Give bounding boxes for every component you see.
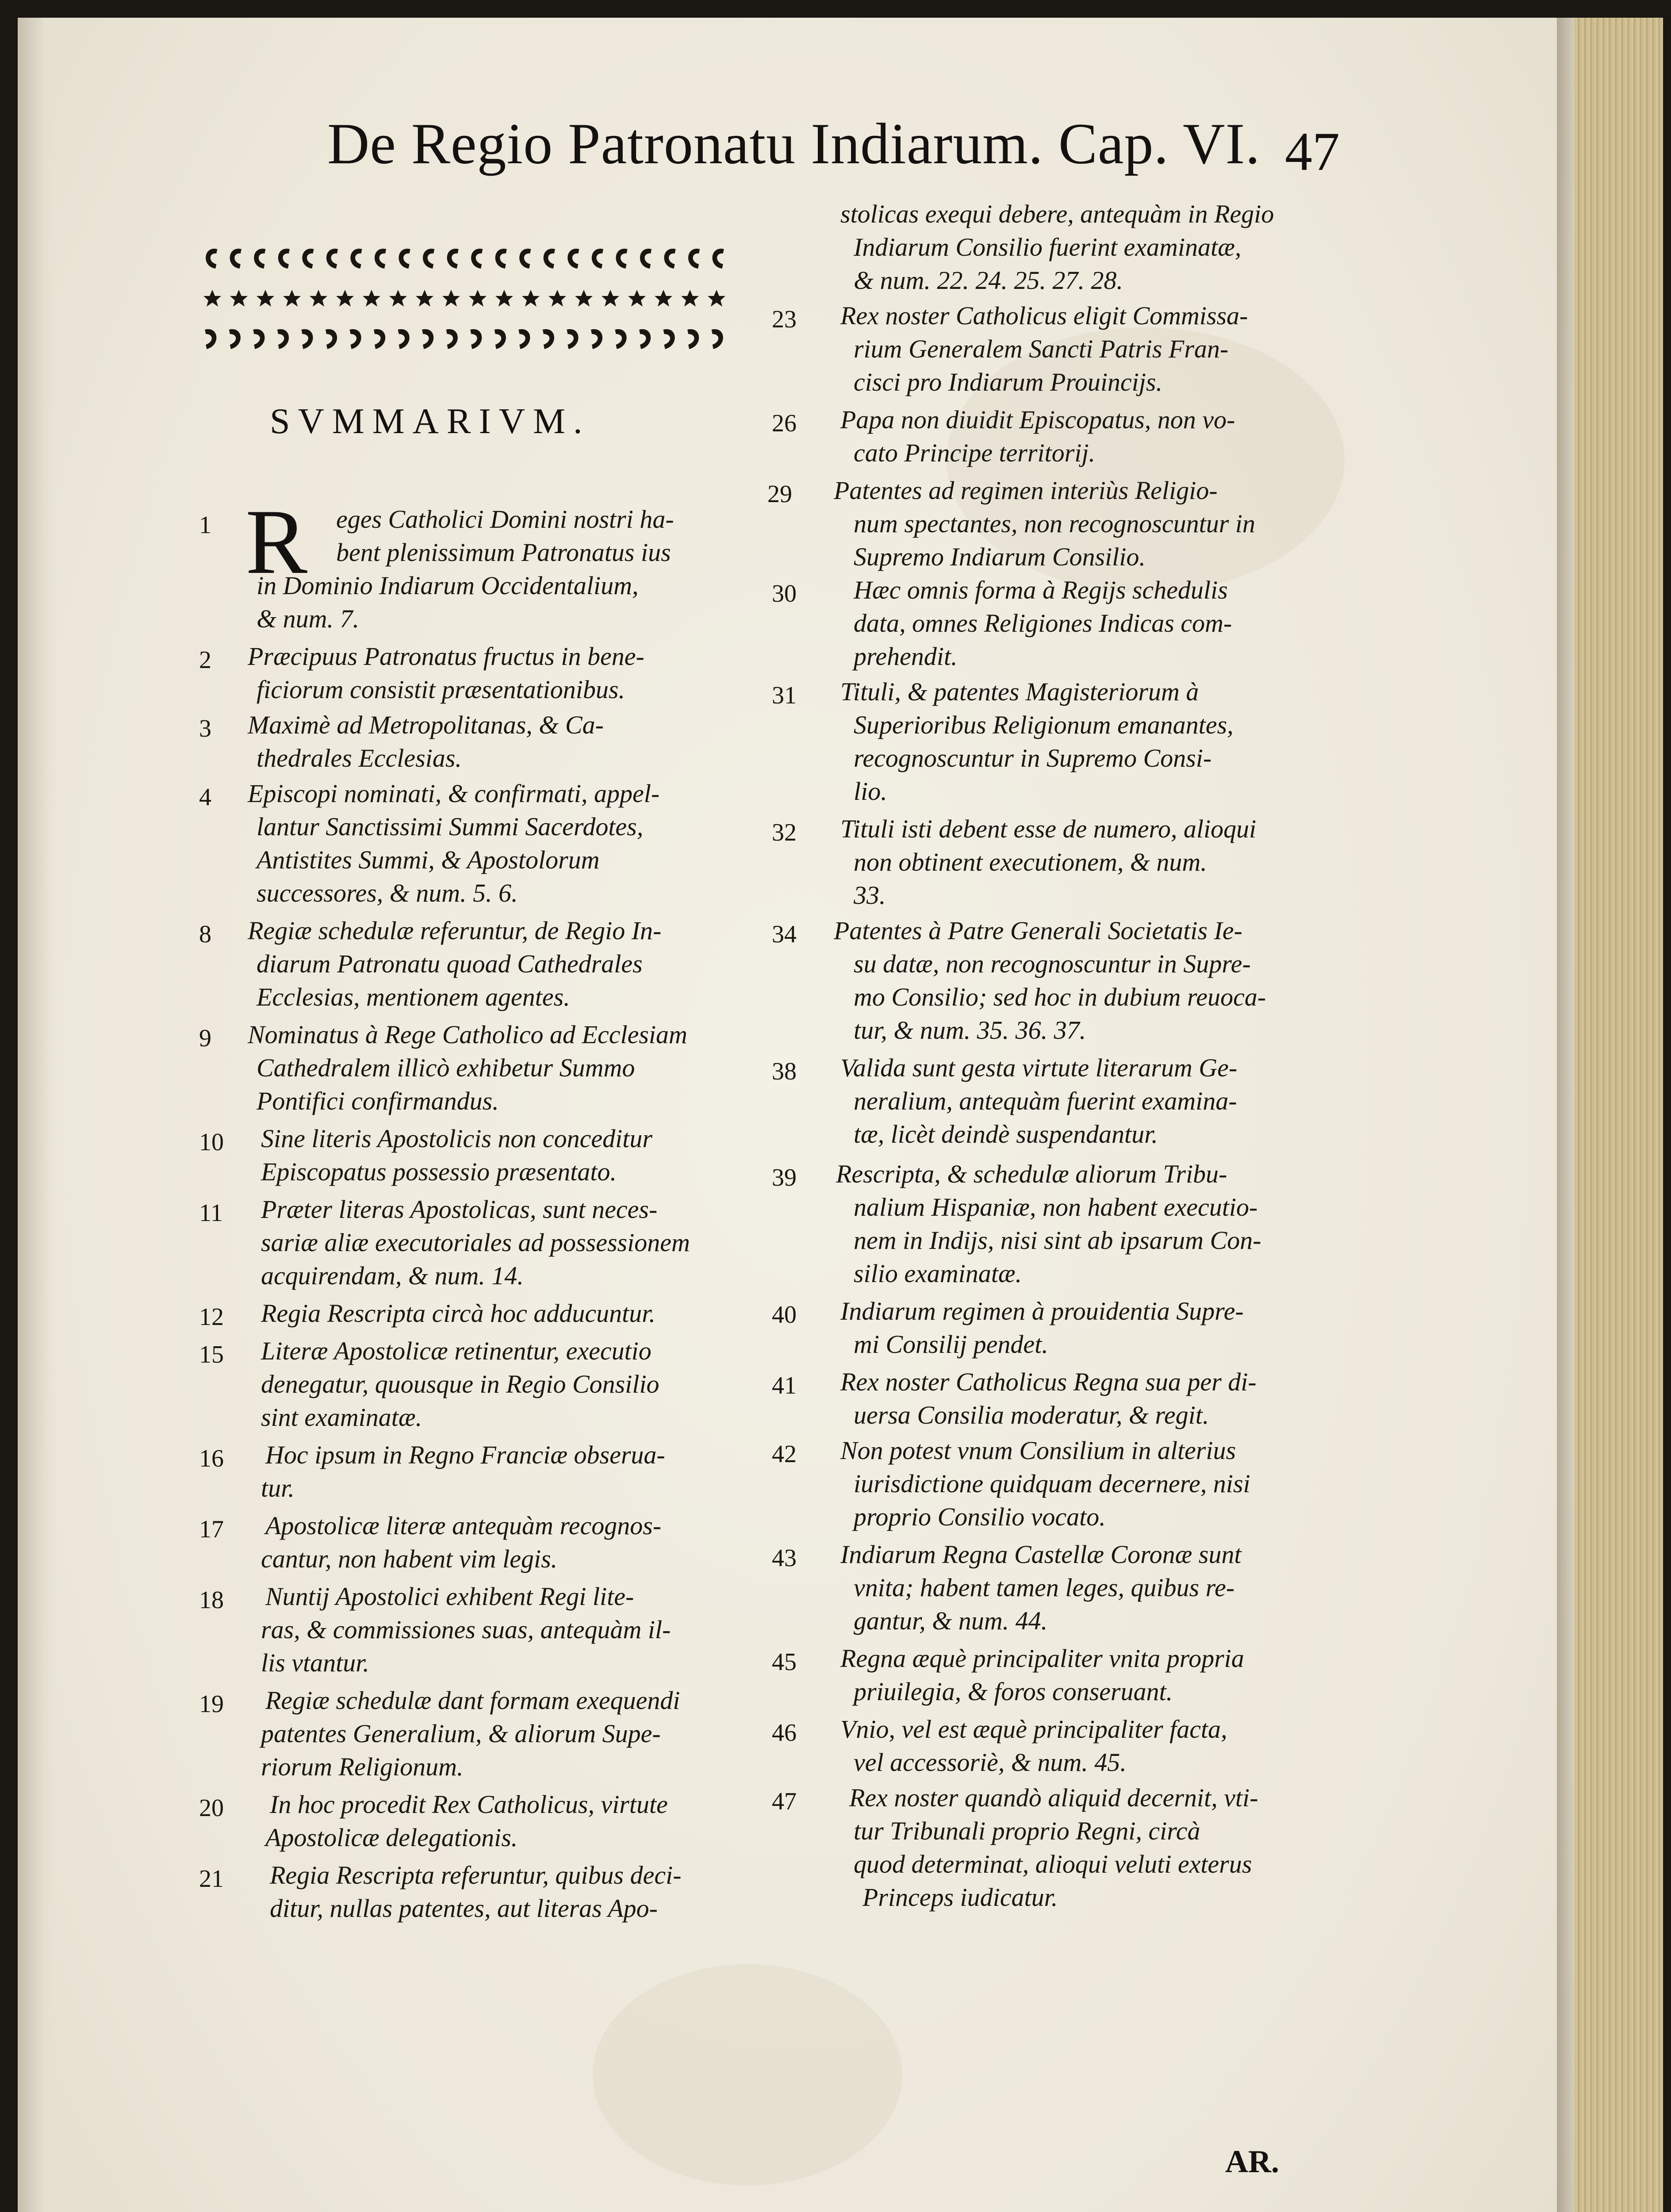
- entry-line: Regiæ schedulæ referuntur, de Regio In-: [248, 916, 662, 945]
- entry-line: Valida sunt gesta virtute literarum Ge-: [840, 1053, 1238, 1082]
- entry-line: recognoscuntur in Supremo Consi-: [854, 744, 1212, 772]
- entry-line: bent plenissimum Patronatus ius: [336, 538, 671, 567]
- entry-line: num spectantes, non recognoscuntur in: [854, 509, 1256, 538]
- ornament-fleuron: [205, 329, 216, 349]
- entry-number: 1: [199, 511, 211, 539]
- entry-line: gantur, & num. 44.: [854, 1606, 1048, 1635]
- entry-line: mi Consilij pendet.: [854, 1330, 1048, 1359]
- ornament-fleuron: [713, 249, 724, 269]
- page-number: 47: [1285, 121, 1340, 182]
- entry-number: 31: [772, 682, 797, 709]
- drop-cap: R: [245, 491, 308, 593]
- entry-number: 39: [772, 1164, 797, 1191]
- entry-line: Maximè ad Metropolitanas, & Ca-: [248, 710, 604, 739]
- entry-line: uersa Consilia moderatur, & regit.: [854, 1401, 1209, 1429]
- ornament-fleuron: [399, 249, 410, 269]
- entry-line: ditur, nullas patentes, aut literas Apo-: [270, 1894, 658, 1923]
- entry-line: vel accessoriè, & num. 45.: [854, 1748, 1127, 1777]
- ornament-fleuron: [326, 329, 337, 349]
- entry-line: mo Consilio; sed hoc in dubium reuoca-: [854, 983, 1266, 1011]
- entry-line: diarum Patronatu quoad Cathedrales: [257, 949, 643, 978]
- ornament-fleuron: [278, 249, 290, 269]
- entry-number: 15: [199, 1341, 224, 1368]
- ornament-fleuron: [416, 290, 433, 307]
- entry-number: 11: [199, 1199, 223, 1227]
- entry-line: Princeps iudicatur.: [862, 1883, 1058, 1912]
- entry-number: 12: [199, 1303, 224, 1331]
- entry-line: sint examinatæ.: [261, 1403, 422, 1432]
- entry-line: non obtinent executionem, & num.: [854, 848, 1207, 876]
- entry-number: 30: [772, 580, 797, 607]
- entry-line: tur, & num. 35. 36. 37.: [854, 1016, 1086, 1045]
- entry-line: priuilegia, & foros conseruant.: [854, 1677, 1173, 1706]
- entry-line: cato Principe territorij.: [854, 438, 1096, 467]
- entry-number: 20: [199, 1794, 224, 1822]
- ornament-fleuron: [310, 290, 327, 307]
- ornament-fleuron: [423, 249, 434, 269]
- ornament-fleuron: [575, 290, 593, 307]
- entry-line: eges Catholici Domini nostri ha-: [336, 505, 674, 534]
- entry-line: Vnio, vel est æquè principaliter facta,: [840, 1715, 1227, 1743]
- entry-number: 29: [767, 480, 792, 508]
- ornament-fleuron: [602, 290, 619, 307]
- ornament-fleuron: [615, 329, 627, 349]
- entry-line: Rex noster Catholicus Regna sua per di-: [840, 1367, 1257, 1396]
- ornament-fleuron: [681, 290, 699, 307]
- ornament-fleuron: [639, 329, 651, 349]
- ornament-fleuron: [203, 290, 221, 307]
- ornament-fleuron: [655, 290, 672, 307]
- ornament-fleuron: [544, 249, 555, 269]
- ornament-fleuron: [350, 249, 362, 269]
- ornament-fleuron: [257, 290, 274, 307]
- entry-line: proprio Consilio vocato.: [854, 1502, 1106, 1531]
- ornament-fleuron: [495, 249, 507, 269]
- ornament-fleuron: [664, 249, 676, 269]
- ornament-fleuron: [518, 329, 530, 349]
- entry-line: Literæ Apostolicæ retinentur, executio: [261, 1336, 652, 1365]
- entry-line: Non potest vnum Consilium in alterius: [840, 1436, 1236, 1465]
- entry-line: & num. 7.: [257, 604, 359, 633]
- ornament-fleuron: [374, 329, 385, 349]
- entry-line: Supremo Indiarum Consilio.: [854, 542, 1146, 571]
- entry-number: 2: [199, 646, 211, 674]
- entry-line: rium Generalem Sancti Patris Fran-: [854, 334, 1229, 363]
- entry-number: 10: [199, 1129, 224, 1156]
- ornament-fleuron: [326, 249, 338, 269]
- ornament-fleuron: [230, 249, 241, 269]
- ornament-fleuron: [628, 290, 646, 307]
- ornament-fleuron: [254, 249, 265, 269]
- ornament-fleuron: [616, 249, 627, 269]
- entry-number: 26: [772, 410, 797, 437]
- entry-line: In hoc procedit Rex Catholicus, virtute: [270, 1790, 668, 1819]
- ornament-fleuron: [567, 249, 579, 269]
- entry-line: cisci pro Indiarum Prouincijs.: [854, 368, 1163, 396]
- ornament-fleuron: [519, 249, 531, 269]
- entry-line: sariæ aliæ executoriales ad possessionem: [261, 1228, 690, 1257]
- entry-line: vnita; habent tamen leges, quibus re-: [854, 1573, 1235, 1602]
- entry-line: nem in Indijs, nisi sint ab ipsarum Con-: [854, 1226, 1261, 1255]
- ornament-fleuron: [302, 249, 314, 269]
- entry-line: iurisdictione quidquam decernere, nisi: [854, 1469, 1250, 1498]
- entry-line: neralium, antequàm fuerint examina-: [854, 1087, 1237, 1115]
- ornament-fleuron: [543, 329, 554, 349]
- entry-number: 19: [199, 1690, 224, 1718]
- entry-line: cantur, non habent vim legis.: [261, 1544, 558, 1573]
- ornament-fleuron: [687, 329, 699, 349]
- entry-number: 46: [772, 1719, 797, 1747]
- entry-line: in Dominio Indiarum Occidentalium,: [257, 571, 639, 600]
- ornament-fleuron: [688, 249, 700, 269]
- entry-line: riorum Religionum.: [261, 1752, 464, 1781]
- entry-line: lantur Sanctissimi Summi Sacerdotes,: [257, 812, 644, 841]
- entry-number: 4: [199, 783, 211, 811]
- entry-line: Superioribus Religionum emanantes,: [854, 710, 1234, 739]
- ornament-fleuron: [253, 329, 264, 349]
- entry-line: Rex noster Catholicus eligit Commissa-: [840, 301, 1248, 330]
- ornament-fleuron: [230, 290, 248, 307]
- entry-number: 47: [772, 1788, 797, 1815]
- entry-line: Hoc ipsum in Regno Franciæ obserua-: [265, 1440, 665, 1469]
- entry-line: Tituli, & patentes Magisteriorum à: [840, 677, 1199, 706]
- ornament-fleuron: [663, 329, 675, 349]
- entry-number: 45: [772, 1648, 797, 1676]
- ornament-fleuron: [206, 249, 217, 269]
- ornament-fleuron: [640, 249, 652, 269]
- ornament-fleuron: [336, 290, 354, 307]
- entry-line: Regiæ schedulæ dant formam exequendi: [265, 1686, 680, 1715]
- entry-number: 18: [199, 1586, 224, 1614]
- page-fore-edge: [1575, 18, 1663, 2212]
- entry-line: prehendit.: [854, 642, 958, 671]
- entry-number: 34: [772, 921, 797, 948]
- entry-number: 40: [772, 1301, 797, 1329]
- entry-line: Apostolicæ delegationis.: [265, 1823, 518, 1852]
- ornament-fleuron: [471, 249, 483, 269]
- entry-line: denegatur, quousque in Regio Consilio: [261, 1370, 659, 1398]
- entry-line: Patentes à Patre Generali Societatis Ie-: [834, 916, 1242, 945]
- entry-line: Pontifici confirmandus.: [257, 1087, 499, 1115]
- printers-ornament: [199, 239, 730, 361]
- summary-heading: SVMMARIVM.: [270, 401, 590, 441]
- entry-line: tæ, licèt deindè suspendantur.: [854, 1120, 1158, 1148]
- entry-number: 3: [199, 715, 211, 742]
- entry-line: Cathedralem illicò exhibetur Summo: [257, 1053, 635, 1082]
- entry-line: Tituli isti debent esse de numero, alioqui: [840, 814, 1257, 843]
- ornament-fleuron: [283, 290, 301, 307]
- entry-line: silio examinatæ.: [854, 1259, 1022, 1288]
- entry-number: 41: [772, 1372, 797, 1399]
- entry-line: Papa non diuidit Episcopatus, non vo-: [840, 405, 1235, 434]
- entry-line: Apostolicæ literæ antequàm recognos-: [265, 1511, 662, 1540]
- entry-line: stolicas exequi debere, antequàm in Regio: [840, 200, 1274, 228]
- page-gutter-shadow: [18, 18, 57, 2212]
- ornament-fleuron: [591, 329, 602, 349]
- entry-line: lio.: [854, 777, 887, 806]
- entry-line: ficiorum consistit præsentationibus.: [257, 675, 625, 704]
- entry-line: tur.: [261, 1474, 295, 1502]
- entry-line: Ecclesias, mentionem agentes.: [257, 983, 570, 1011]
- entry-line: Episcopatus possessio præsentato.: [261, 1157, 617, 1186]
- entry-line: data, omnes Religiones Indicas com-: [854, 609, 1232, 637]
- ornament-fleuron: [398, 329, 410, 349]
- ornament-fleuron: [447, 249, 459, 269]
- entry-line: patentes Generalium, & aliorum Supe-: [261, 1719, 661, 1748]
- ornament-fleuron: [495, 290, 513, 307]
- entry-line: lis vtantur.: [261, 1648, 369, 1677]
- ornament-fleuron: [470, 329, 482, 349]
- paper-stain: [593, 1964, 902, 2185]
- entry-line: quod determinat, alioqui veluti exterus: [854, 1850, 1252, 1878]
- ornament-fleuron: [350, 329, 361, 349]
- entry-line: thedrales Ecclesias.: [257, 744, 462, 772]
- entry-line: ras, & commissiones suas, antequàm il-: [261, 1615, 671, 1644]
- entry-line: Hæc omnis forma à Regijs schedulis: [854, 576, 1228, 604]
- entry-line: Regia Rescripta circà hoc adducuntur.: [261, 1299, 655, 1328]
- entry-line: acquirendam, & num. 14.: [261, 1261, 524, 1290]
- entry-line: Sine literis Apostolicis non conceditur: [261, 1124, 652, 1153]
- entry-line: Patentes ad regimen interiùs Religio-: [834, 476, 1218, 505]
- ornament-fleuron: [548, 290, 566, 307]
- entry-number: 9: [199, 1025, 211, 1052]
- entry-line: su datæ, non recognoscuntur in Supre-: [854, 949, 1251, 978]
- ornament-fleuron: [363, 290, 380, 307]
- ornament-fleuron: [229, 329, 241, 349]
- entry-line: Rex noster quandò aliquid decernit, vti-: [849, 1783, 1258, 1812]
- ornament-fleuron: [469, 290, 487, 307]
- entry-line: Regna æquè principaliter vnita propria: [840, 1644, 1244, 1673]
- ornament-fleuron: [375, 249, 386, 269]
- ornament-fleuron: [442, 290, 460, 307]
- ornament-fleuron: [446, 329, 458, 349]
- entry-number: 38: [772, 1058, 797, 1085]
- ornament-fleuron: [389, 290, 407, 307]
- entry-line: Nuntij Apostolici exhibent Regi lite-: [265, 1582, 634, 1611]
- ornament-fleuron: [301, 329, 313, 349]
- ornament-fleuron: [592, 249, 603, 269]
- entry-number: 17: [199, 1516, 224, 1543]
- entry-line: Indiarum Consilio fuerint examinatæ,: [854, 233, 1242, 261]
- entry-number: 21: [199, 1865, 224, 1893]
- entry-line: successores, & num. 5. 6.: [257, 879, 518, 907]
- ornament-fleuron: [567, 329, 578, 349]
- ornament-fleuron: [422, 329, 433, 349]
- ornament-fleuron: [277, 329, 289, 349]
- entry-number: 8: [199, 921, 211, 948]
- ornament-fleuron: [522, 290, 540, 307]
- entry-line: nalium Hispaniæ, non habent executio-: [854, 1193, 1258, 1221]
- catchword: AR.: [1225, 2144, 1279, 2179]
- ornament-fleuron: [494, 329, 506, 349]
- running-header: De Regio Patronatu Indiarum. Cap. VI.: [327, 111, 1261, 176]
- entry-line: Præcipuus Patronatus fructus in bene-: [248, 642, 644, 671]
- entry-number: 23: [772, 306, 797, 333]
- entry-line: Regia Rescripta referuntur, quibus deci-: [270, 1861, 682, 1889]
- ornament-fleuron: [712, 329, 723, 349]
- entry-line: Rescripta, & schedulæ aliorum Tribu-: [836, 1160, 1227, 1188]
- entry-line: Nominatus à Rege Catholico ad Ecclesiam: [248, 1020, 687, 1049]
- entry-number: 42: [772, 1440, 797, 1468]
- entry-number: 43: [772, 1544, 797, 1572]
- entry-line: & num. 22. 24. 25. 27. 28.: [854, 266, 1123, 295]
- entry-line: tur Tribunali proprio Regni, circà: [854, 1816, 1200, 1845]
- entry-number: 16: [199, 1445, 224, 1472]
- entry-line: Indiarum Regna Castellæ Coronæ sunt: [840, 1540, 1242, 1569]
- entry-line: 33.: [854, 881, 886, 910]
- entry-number: 32: [772, 819, 797, 846]
- ornament-fleuron: [708, 290, 725, 307]
- entry-line: Antistites Summi, & Apostolorum: [257, 845, 600, 874]
- entry-line: Præter literas Apostolicas, sunt neces-: [261, 1195, 658, 1224]
- entry-line: Episcopi nominati, & confirmati, appel-: [248, 779, 660, 808]
- entry-line: Indiarum regimen à prouidentia Supre-: [840, 1297, 1244, 1325]
